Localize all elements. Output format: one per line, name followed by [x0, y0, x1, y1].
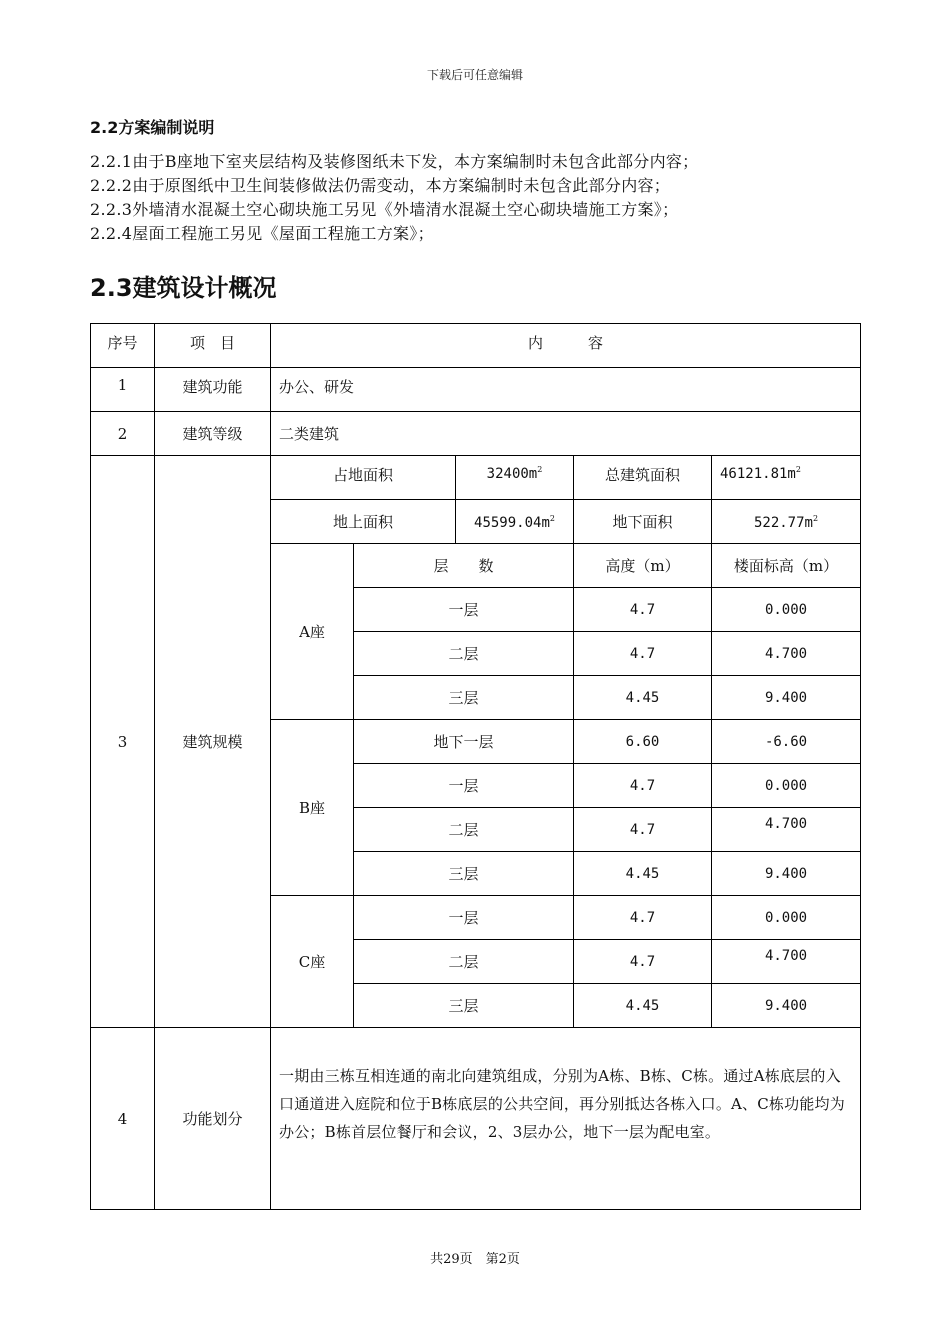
- floor-name: 一层: [354, 764, 574, 808]
- floor-height: 4.7: [574, 896, 712, 940]
- total-area-label: 总建筑面积: [574, 456, 712, 500]
- note-item: 2.2.3外墙清水混凝土空心砌块施工另见《外墙清水混凝土空心砌块墙施工方案》；: [90, 200, 679, 219]
- elevation-header: 楼面标高（m）: [712, 544, 861, 588]
- floor-name: 三层: [354, 984, 574, 1028]
- floor-height: 4.45: [574, 984, 712, 1028]
- block-c-label: C座: [271, 896, 354, 1028]
- floor-height: 4.7: [574, 588, 712, 632]
- row-content: 办公、研发: [271, 368, 861, 412]
- table-row: [91, 368, 861, 412]
- floor-height: 4.45: [574, 676, 712, 720]
- floor-elevation: 0.000: [712, 896, 861, 940]
- floor-height: 4.45: [574, 852, 712, 896]
- floor-elevation: 4.700: [712, 940, 861, 984]
- note-item: 2.2.4屋面工程施工另见《屋面工程施工方案》；: [90, 224, 434, 243]
- height-header: 高度（m）: [574, 544, 712, 588]
- floor-elevation: 4.700: [712, 808, 861, 852]
- floor-height: 4.7: [574, 764, 712, 808]
- row-no: 3: [91, 456, 155, 1028]
- floor-name: 三层: [354, 852, 574, 896]
- floor-elevation: 9.400: [712, 852, 861, 896]
- floor-height: 4.7: [574, 940, 712, 984]
- header-no: 序号: [91, 324, 155, 368]
- above-ground-area-label: 地上面积: [271, 500, 456, 544]
- floors-header: 层 数: [354, 544, 574, 588]
- table-header-row: [91, 324, 861, 368]
- table-row: [91, 456, 861, 500]
- row-no: 4: [91, 1028, 155, 1210]
- floor-height: 4.7: [574, 632, 712, 676]
- floor-elevation: 9.400: [712, 676, 861, 720]
- above-ground-area-value: $45599.04m^2$: [456, 500, 574, 544]
- floor-name: 三层: [354, 676, 574, 720]
- floor-name: 一层: [354, 896, 574, 940]
- below-ground-area-value: $522.77m^2$: [712, 500, 861, 544]
- floor-elevation: -6.60: [712, 720, 861, 764]
- section-2-2-notes: [90, 150, 870, 246]
- table-row: [91, 1028, 861, 1210]
- row-item: 建筑规模: [155, 456, 271, 1028]
- total-area-value: $46121.81m^2$: [712, 456, 861, 500]
- below-ground-area-label: 地下面积: [574, 500, 712, 544]
- section-2-2-title: 2.2方案编制说明: [90, 118, 215, 137]
- floor-height: 6.60: [574, 720, 712, 764]
- floor-elevation: 0.000: [712, 764, 861, 808]
- table-row: [91, 412, 861, 456]
- floor-elevation: 4.700: [712, 632, 861, 676]
- floor-elevation: 9.400: [712, 984, 861, 1028]
- building-overview-table: [90, 323, 861, 1210]
- note-item: 2.2.1由于B座地下室夹层结构及装修图纸未下发，本方案编制时未包含此部分内容；: [90, 152, 699, 171]
- row-item: 功能划分: [155, 1028, 271, 1210]
- block-a-label: A座: [271, 544, 354, 720]
- row-content: 二类建筑: [271, 412, 861, 456]
- row-item: 建筑功能: [155, 368, 271, 412]
- site-area-value: $32400m^2$: [456, 456, 574, 500]
- floor-name: 一层: [354, 588, 574, 632]
- row-no: 1: [91, 368, 155, 412]
- floor-elevation: 0.000: [712, 588, 861, 632]
- floor-name: 二层: [354, 632, 574, 676]
- floor-name: 二层: [354, 940, 574, 984]
- floor-height: 4.7: [574, 808, 712, 852]
- row-item: 建筑等级: [155, 412, 271, 456]
- section-2-3-title: 2.3建筑设计概况: [90, 274, 277, 302]
- page-footer: 共29页 第2页: [430, 1252, 520, 1267]
- block-b-label: B座: [271, 720, 354, 896]
- floor-name: 地下一层: [354, 720, 574, 764]
- row-content: 一期由三栋互相连通的南北向建筑组成，分别为A栋、B栋、C栋。通过A栋底层的入口通道进入庭院和位于B栋底层的公共空间，再分别抵达各栋入口。A、C栋功能均为办公；B栋首层位餐厅和会议，2、3层办公，地下一层为配电室。: [271, 1028, 861, 1210]
- header-content: 内 容: [271, 324, 861, 368]
- floor-name: 二层: [354, 808, 574, 852]
- page-header: 下载后可任意编辑: [426, 68, 523, 82]
- header-item: 项 目: [155, 324, 271, 368]
- row-no: 2: [91, 412, 155, 456]
- site-area-label: 占地面积: [271, 456, 456, 500]
- note-item: 2.2.2由于原图纸中卫生间装修做法仍需变动，本方案编制时未包含此部分内容；: [90, 176, 671, 195]
